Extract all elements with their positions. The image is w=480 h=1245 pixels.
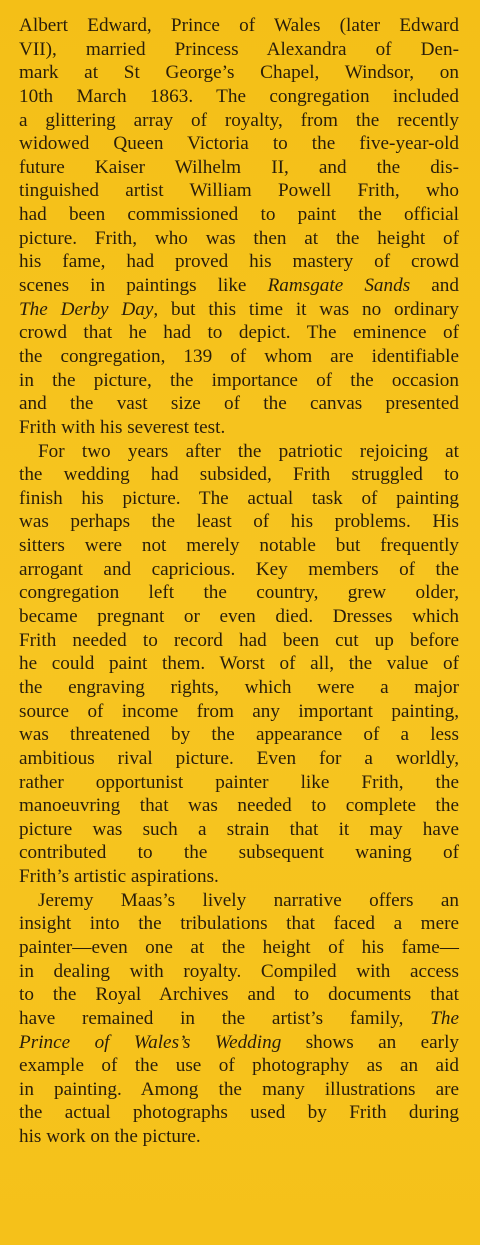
italic-title-text: Ramsgate Sands (267, 275, 411, 297)
text-line (19, 581, 459, 605)
line-text: contributed to the subsequent waning of (19, 842, 459, 864)
text-line (19, 771, 459, 795)
line-text: mark at St George’s Chapel, Windsor, on (19, 62, 459, 84)
line-text: manoeuvring that was needed to complete the (19, 795, 459, 817)
line-text: sitters were not merely notable but frequently (19, 535, 459, 557)
line-text: Frith with his severest test. (19, 416, 226, 438)
line-text: ambitious rival picture. Even for a worldly, (19, 747, 459, 769)
text-line (19, 747, 459, 771)
line-text: crowd that he had to depict. The eminence of (19, 322, 459, 344)
paragraph-3 (19, 889, 459, 1149)
line-text: a glittering array of royalty, from the recently (19, 109, 459, 131)
line-text: to the Royal Archives and to documents that (19, 984, 459, 1006)
line-text: in dealing with royalty. Compiled with access (19, 960, 459, 982)
line-text: picture was such a strain that it may have (19, 818, 459, 840)
text-line (19, 723, 459, 747)
text-line (19, 274, 459, 298)
line-text: widowed Queen Victoria to the five-year-old (19, 133, 459, 155)
text-line (19, 250, 459, 274)
line-text: VII), married Princess Alexandra of Den- (19, 38, 459, 60)
line-text: became pregnant or even died. Dresses which (19, 606, 459, 628)
text-line (19, 440, 459, 464)
line-text: shows an early (281, 1031, 459, 1053)
line-text: his fame, had proved his mastery of crowd (19, 251, 459, 273)
text-line (19, 109, 459, 133)
italic-title-text: The Derby Day (19, 298, 154, 320)
text-line (19, 558, 459, 582)
line-text: Albert Edward, Prince of Wales (later Edward (19, 15, 459, 36)
line-text: his work on the picture. (19, 1126, 201, 1148)
line-text: and (410, 275, 459, 297)
text-line (19, 629, 459, 653)
text-line (19, 179, 459, 203)
line-text: finish his picture. The actual task of painting (19, 487, 459, 509)
line-text: he could paint them. Worst of all, the value of (19, 653, 459, 675)
text-line (19, 912, 459, 936)
line-text: congregation left the country, grew older, (19, 582, 459, 604)
line-text: have remained in the artist’s family, (19, 1007, 431, 1029)
line-text: 10th March 1863. The congregation included (19, 85, 459, 107)
line-text: future Kaiser Wilhelm II, and the dis- (19, 156, 459, 178)
text-line (19, 1054, 459, 1078)
text-line (19, 61, 459, 85)
line-text: was threatened by the appearance of a less (19, 724, 459, 746)
text-line (19, 676, 459, 700)
line-text: source of income from any important painting, (19, 700, 459, 722)
line-text: For two years after the patriotic rejoicing at (38, 440, 459, 462)
text-line (19, 369, 459, 393)
text-line (19, 392, 459, 416)
line-text: tinguished artist William Powell Frith, who (19, 180, 459, 202)
text-line (19, 203, 459, 227)
text-line (19, 345, 459, 369)
line-text: was perhaps the least of his problems. His (19, 511, 459, 533)
line-text: painter—even one at the height of his fame— (19, 936, 459, 958)
text-line (19, 960, 459, 984)
text-line (19, 463, 459, 487)
text-line (19, 321, 459, 345)
line-text: the wedding had subsided, Frith struggled to (19, 464, 459, 486)
text-line (19, 487, 459, 511)
line-text: picture. Frith, who was then at the height of (19, 227, 459, 249)
line-text: and the vast size of the canvas presented (19, 393, 459, 415)
line-text: in the picture, the importance of the occasion (19, 369, 459, 391)
text-line (19, 1031, 459, 1055)
line-text: insight into the tribulations that faced a mere (19, 913, 459, 935)
text-line (19, 983, 459, 1007)
line-text: example of the use of photography as an aid (19, 1055, 459, 1077)
text-line (19, 794, 459, 818)
italic-title-text: Prince of Wales’s Wedding (19, 1031, 282, 1053)
text-line (19, 156, 459, 180)
line-text: scenes in paintings like (19, 275, 268, 297)
text-line (19, 14, 459, 38)
text-line (19, 841, 459, 865)
line-text: Frith needed to record had been cut up before (19, 629, 459, 651)
text-line (19, 298, 459, 322)
paragraph-1 (19, 14, 459, 440)
text-line (19, 700, 459, 724)
text-line (19, 85, 459, 109)
line-text: the engraving rights, which were a major (19, 676, 459, 698)
line-text: the actual photographs used by Frith during (19, 1102, 459, 1124)
line-text: Frith’s artistic aspirations. (19, 866, 219, 888)
text-line (19, 865, 459, 889)
paragraph-2 (19, 440, 459, 889)
line-text: in painting. Among the many illustrations are (19, 1078, 459, 1100)
line-text: the congregation, 139 of whom are identifiable (19, 345, 459, 367)
text-line (19, 652, 459, 676)
line-text: arrogant and capricious. Key members of the (19, 558, 459, 580)
text-line (19, 227, 459, 251)
text-line (19, 936, 459, 960)
text-line (19, 1101, 459, 1125)
text-line (19, 132, 459, 156)
text-line (19, 38, 459, 62)
line-text: had been commissioned to paint the official (19, 204, 459, 226)
text-line (19, 534, 459, 558)
line-text: Jeremy Maas’s lively narrative offers an (38, 889, 459, 911)
text-line (19, 416, 459, 440)
text-line (19, 889, 459, 913)
line-text: , but this time it was no ordinary (153, 298, 459, 320)
italic-title-text: The (430, 1007, 459, 1029)
text-line (19, 818, 459, 842)
text-line (19, 605, 459, 629)
text-line (19, 1125, 459, 1149)
jacket-copy-text (19, 14, 459, 1149)
text-line (19, 1007, 459, 1031)
text-line (19, 1078, 459, 1102)
text-line (19, 510, 459, 534)
line-text: rather opportunist painter like Frith, the (19, 771, 459, 793)
